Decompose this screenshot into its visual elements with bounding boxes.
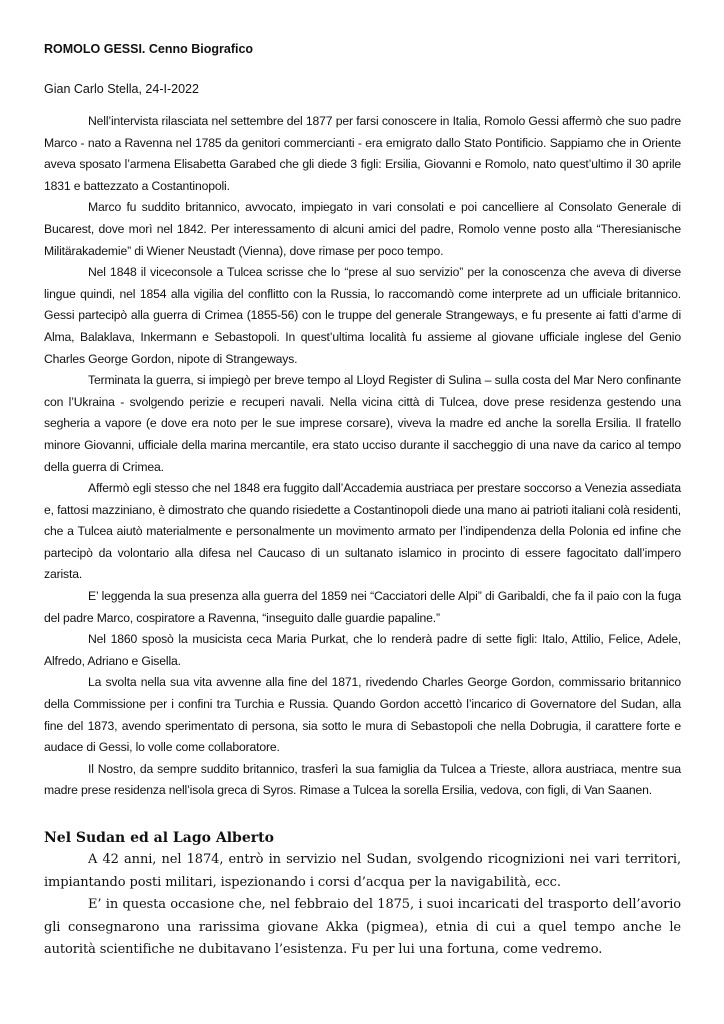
document-title: ROMOLO GESSI. Cenno Biografico — [44, 42, 254, 56]
paragraph: E’ leggenda la sua presenza alla guerra del 1859 nei “Cacciatori delle Alpi” di Garibaldi, che fa il paio con la fuga del padre Marco, cospiratore a Ravenna, “inseguito dalle guardie papaline.” — [44, 589, 681, 625]
author-date-line: Gian Carlo Stella, 24-I-2022 — [44, 82, 199, 96]
section-heading: Nel Sudan ed al Lago Alberto — [44, 830, 274, 846]
paragraph: A 42 anni, nel 1874, entrò in servizio nel Sudan, svolgendo ricognizioni nei vari territori, impiantando posti militari, ispezionando i corsi d’acqua per la navigabilità, ecc. — [44, 852, 681, 890]
paragraph: Marco fu suddito britannico, avvocato, impiegato in vari consolati e poi cancelliere al Consolato Generale di Bucarest, dove morì nel 1842. Per interessamento di alcuni amici del padre, Romolo venne posto alla “Theresianische Militärakademie” di Wiener Neustadt (Vienna), dove rimase per poco tempo. — [44, 200, 681, 258]
paragraph: La svolta nella sua vita avvenne alla fine del 1871, rivedendo Charles George Gordon, commissario britannico della Commissione per i confini tra Turchia e Russia. Quando Gordon accettò l’incarico di Governatore del Sudan, alla fine del 1873, avendo sperimentato di persona, sia sotto le mura di Sebastopoli che nella Dobrugia, il carattere forte e audace di Gessi, lo volle come collaboratore. — [44, 675, 681, 755]
paragraph: E’ in questa occasione che, nel febbraio del 1875, i suoi incaricati del trasporto dell’avorio gli consegnarono una rarissima giovane Akka (pigmea), etnia di cui a quel tempo anche le autorità scientifiche ne dubitavano l’esistenza. Fu per lui una fortuna, come vedremo. — [44, 897, 681, 957]
paragraph: Nel 1860 sposò la musicista ceca Maria Purkat, che lo renderà padre di sette figli: Italo, Attilio, Felice, Adele, Alfredo, Adriano e Gisella. — [44, 632, 681, 668]
section-body — [44, 849, 681, 962]
paragraph: Nell’intervista rilasciata nel settembre del 1877 per farsi conoscere in Italia, Romolo Gessi affermò che suo padre Marco - nato a Ravenna nel 1785 da genitori commercianti - era emigrato dallo Stato Pontificio. Sappiamo che in Oriente aveva sposato l’armena Elisabetta Garabed che gli diede 3 figli: Ersilia, Giovanni e Romolo, nato quest’ultimo il 30 aprile 1831 e battezzato a Costantinopoli. — [44, 114, 681, 193]
paragraph: Affermò egli stesso che nel 1848 era fuggito dall’Accademia austriaca per prestare soccorso a Venezia assediata e, fattosi mazziniano, è dimostrato che quando risiedette a Costantinopoli diede una mano ai patrioti italiani colà residenti, che a Tulcea aiutò materialmente e personalmente un movimento armato per l’indipendenza della Polonia ed infine che partecipò da volontario alla difesa nel Caucaso di un sultanato islamico in procinto di essere fagocitato dall’impero zarista. — [44, 481, 681, 582]
paragraph: Terminata la guerra, si impiegò per breve tempo al Lloyd Register di Sulina – sulla costa del Mar Nero confinante con l’Ukraina - svolgendo perizie e recuperi navali. Nella vicina città di Tulcea, dove prese residenza gestendo una segheria a vapore (e dove era noto per le sue imprese corsare), viveva la madre ed anche la sorella Ersilia. Il fratello minore Giovanni, ufficiale della marina mercantile, era stato ucciso durante il saccheggio di una nave da carico al tempo della guerra di Crimea. — [44, 373, 681, 474]
biography-body — [44, 111, 681, 802]
paragraph: Il Nostro, da sempre suddito britannico, trasferì la sua famiglia da Tulcea a Trieste, allora austriaca, mentre sua madre prese residenza nell’isola greca di Syros. Rimase a Tulcea la sorella Ersilia, vedova, con figli, di Van Saanen. — [44, 761, 681, 798]
paragraph: Nel 1848 il viceconsole a Tulcea scrisse che lo “prese al suo servizio” per la conoscenza che aveva di diverse lingue quindi, nel 1854 alla vigilia del conflitto con la Russia, lo raccomandò come interprete ad un ufficiale britannico. Gessi partecipò alla guerra di Crimea (1855-56) con le truppe del generale Strangeways, e fu presente ai fatti d’arme di Alma, Balaklava, Inkermann e Sebastopoli. In quest’ultima località fu assieme al giovane ufficiale inglese del Genio Charles George Gordon, nipote di Strangeways. — [44, 265, 681, 366]
